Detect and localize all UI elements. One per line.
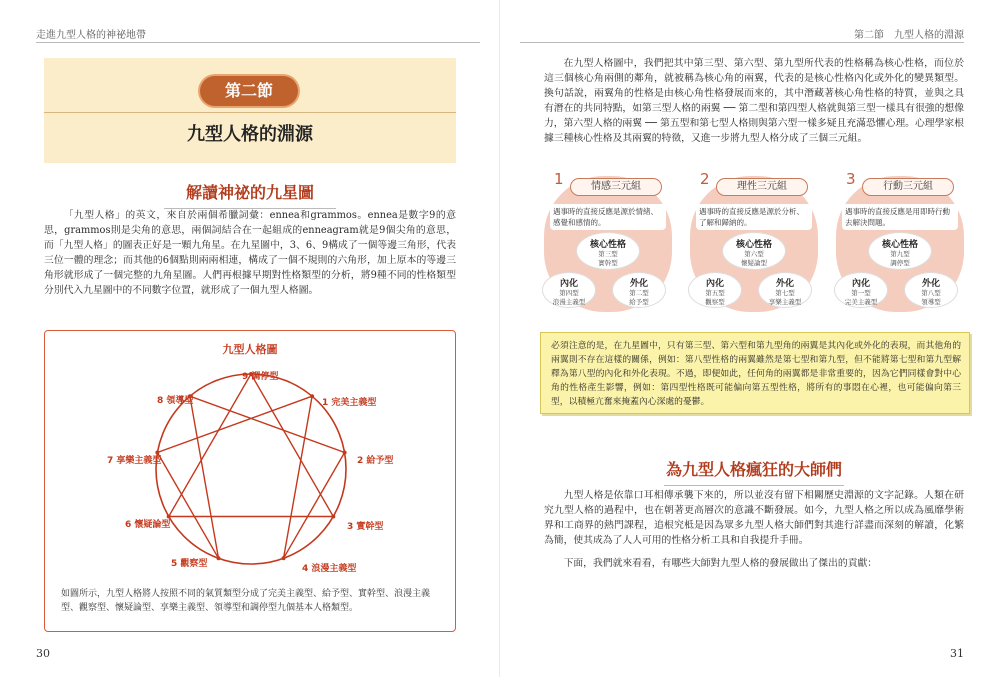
- masters-lead-in: 下面，我們就來看看，有哪些大師對九型人格的發展做出了傑出的貢獻：: [563, 558, 878, 569]
- triads-diagram: [540, 168, 970, 328]
- outer-wing: 外化 第七型 享樂主義型: [758, 272, 812, 308]
- outer-wing: 外化 第二型 給予型: [612, 272, 666, 308]
- enneagram-label-2: 2 給予型: [357, 456, 394, 466]
- core-type: 核心性格 第三型 實幹型: [576, 232, 640, 270]
- enneagram-point-4: [282, 556, 286, 560]
- enneagram-caption: 如圖所示，九型人格將人按照不同的氣質類型分成了完美主義型、給予型、實幹型、浪漫主義型、觀察型、懷疑論型、享樂主義型、領導型和調停型九個基本人格類型。: [61, 589, 431, 613]
- page-number-left: 30: [36, 647, 50, 660]
- header-rule-left: [36, 42, 480, 43]
- triad-description: 遇事時的直接反應是源於分析、了解和歸納的。: [696, 204, 812, 230]
- triad-name: 情感三元組: [570, 178, 662, 196]
- section-title: 九型人格的淵源: [44, 120, 456, 146]
- enneagram-hexad: [157, 396, 344, 558]
- running-head-right: 第二節 九型人格的淵源: [854, 30, 964, 41]
- subheading-masters: 為九型人格瘋狂的大師們: [544, 457, 964, 480]
- enneagram-point-3: [331, 515, 335, 519]
- inner-wing: 內化 第五型 觀察型: [688, 272, 742, 308]
- enneagram-label-6: 6 懷疑論型: [125, 520, 171, 530]
- triad-number: 1: [554, 170, 564, 188]
- enneagram-point-2: [343, 451, 347, 455]
- enneagram-label-3: 3 實幹型: [347, 522, 384, 532]
- section-label-badge: 第二節: [200, 76, 298, 106]
- enneagram-diagram: [45, 357, 457, 583]
- section-title-block: [44, 58, 456, 163]
- triad-number: 3: [846, 170, 856, 188]
- note-box: [540, 332, 970, 414]
- enneagram-figure: [44, 330, 456, 632]
- triad-name: 行動三元組: [862, 178, 954, 196]
- triad-name: 理性三元組: [716, 178, 808, 196]
- enneagram-label-7: 7 享樂主義型: [107, 456, 162, 466]
- triad-description: 遇事時的直接反應是用即時行動去解決問題。: [842, 204, 958, 230]
- enneagram-label-9: 9 調停型: [242, 372, 279, 382]
- enneagram-title: 九型人格圖: [222, 343, 278, 356]
- enneagram-label-8: 8 領導型: [157, 396, 194, 406]
- core-type: 核心性格 第六型 懷疑論型: [722, 232, 786, 270]
- inner-wing: 內化 第四型 浪漫主義型: [542, 272, 596, 308]
- enneagram-point-5: [217, 556, 221, 560]
- triad-action: [832, 168, 968, 320]
- triad-number: 2: [700, 170, 710, 188]
- note-text: 必須注意的是，在九星圖中，只有第三型、第六型和第九型角的兩翼是其內化或外化的表現，而其他角的兩翼則不存在這樣的關係，例如：第八型性格的兩翼雖然是第七型和第九型，但不能將第七型和第九型解釋為第八型的內化和外化表現。不過，即便如此，任何角的兩翼都是非常重要的，因為它們同樣會對中心角的性格產生影響，例如：第四型性格既可能偏向第五型性格，將所有的事悶在心裡，也可能偏向第三型，以積極亢奮來掩蓋內心深處的憂鬱。: [551, 341, 961, 407]
- subheading-enneagram: 解讀神祕的九星圖: [44, 180, 456, 203]
- inner-wing: 內化 第一型 完美主義型: [834, 272, 888, 308]
- enneagram-label-4: 4 浪漫主義型: [302, 564, 357, 574]
- triad-rational: [686, 168, 822, 320]
- core-wings-paragraph: 在九型人格圖中，我們把其中第三型、第六型、第九型所代表的性格稱為核心性格，而位於這三個核心角兩側的鄰角，就被稱為核心角的兩翼，代表的是核心性格內化或外化的變異類型。換句話說，兩翼角的性格是由核心角性格發展而來的，其中潛藏著核心角性格的特質，並與之具有潛在的共同特點，如第三型人格的兩翼 ── 第二型和第四型人格就與第三型一樣具有很強的想像力，第六型人格的兩翼 ── 第五型和第七型人格則與第六型一樣多疑且充滿恐懼心理。心理學家根據三種核心性格及其兩翼的特徵，又進一步將九型人格分成了三個三元組。: [544, 58, 964, 144]
- enneagram-label-5: 5 觀察型: [171, 559, 208, 569]
- running-head-left: 走進九型人格的神祕地帶: [36, 30, 146, 41]
- page-number-right: 31: [950, 647, 964, 660]
- outer-wing: 外化 第八型 領導型: [904, 272, 958, 308]
- intro-paragraph: 「九型人格」的英文，來自於兩個希臘詞彙：ennea和grammos。ennea是數字9的意思，grammos則是尖角的意思，兩個詞結合在一起組成的enneagram就是9個尖角的意思，而「九型人格」的圖表正好是一顆九角星。在九星圖中，3、6、9構成了一個等邊三角形，代表三位一體的理念；而其他的6個點則兩兩相連，構成了一個不規則的六角形，加上原本的等邊三角形就形成了一個完整的九角星圖。人們再根據早期對性格類型的分析，將9種不同的性格類型分別代入九星圖中的不同數字位置，就形成了一個九型人格圖。: [44, 210, 456, 296]
- masters-paragraph: 九型人格是依靠口耳相傳承襲下來的，所以並沒有留下相關歷史淵源的文字記錄。人類在研究九型人格的過程中，也在朝著更高層次的意識不斷發展。如今，九型人格之所以成為風靡學術界和工商界的熱門課程，追根究柢是因為眾多九型人格大師們對其進行詳盡而深刻的解讀，化繁為簡，使其成為了人人可用的性格分析工具和自我提升手冊。: [544, 490, 964, 546]
- core-type: 核心性格 第九型 調停型: [868, 232, 932, 270]
- triad-emotional: [540, 168, 676, 320]
- triad-description: 遇事時的直接反應是源於情緒、感覺和感情的。: [550, 204, 666, 230]
- header-rule-right: [520, 42, 964, 43]
- enneagram-point-1: [310, 394, 314, 398]
- enneagram-label-1: 1 完美主義型: [322, 398, 377, 408]
